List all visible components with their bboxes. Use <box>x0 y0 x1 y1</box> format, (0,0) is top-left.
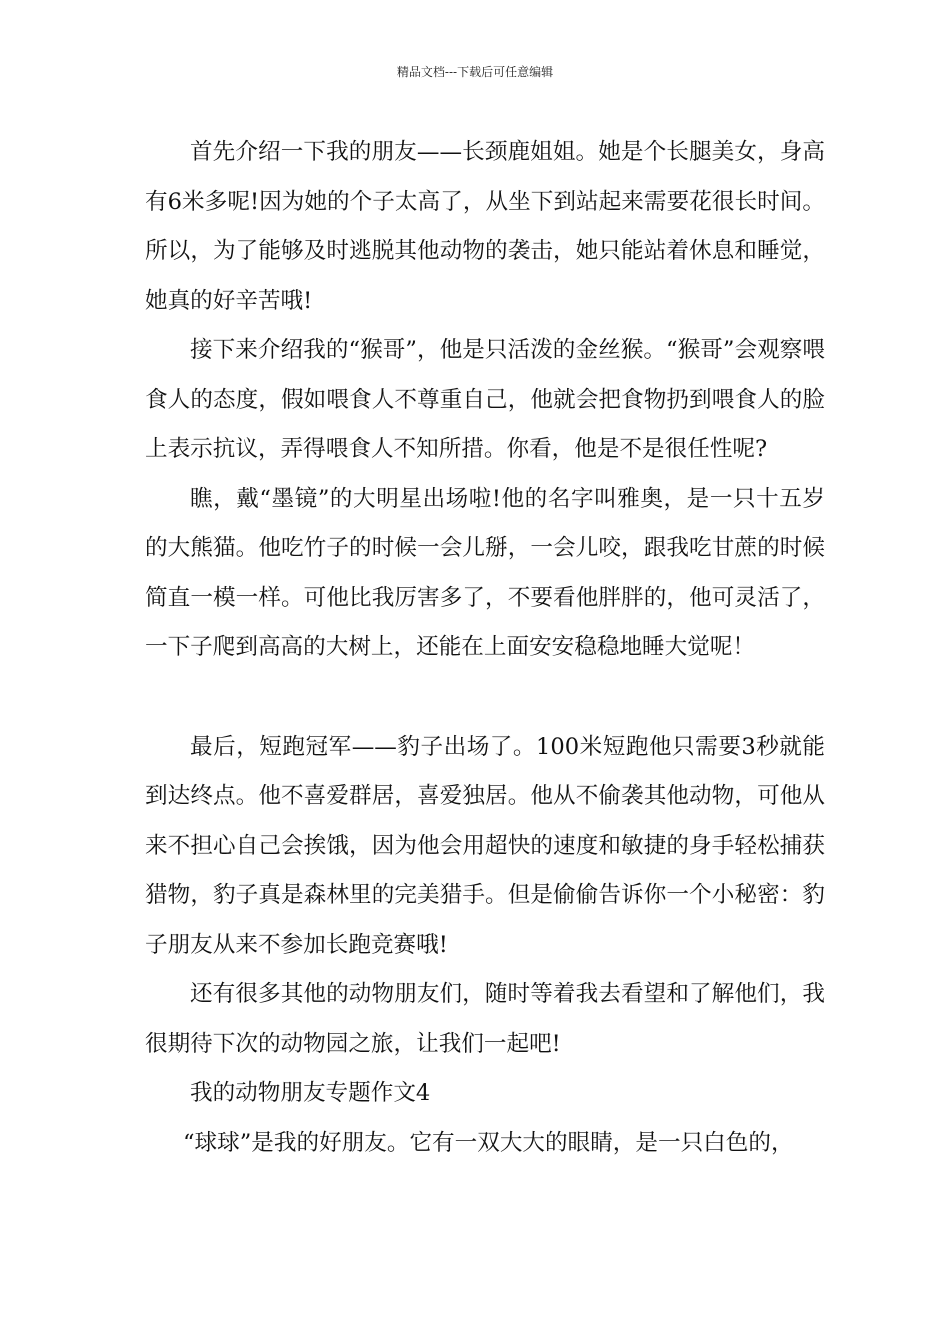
paragraph-qiuqiu: “球球”是我的好朋友。它有一双大大的眼睛，是一只白色的， <box>183 1129 794 1156</box>
document-body <box>145 128 825 1168</box>
page-header: 精品文档---下载后可任意编辑 <box>396 65 554 79</box>
essay-title: 我的动物朋友专题作文4 <box>190 1080 431 1106</box>
blank-line <box>145 673 825 723</box>
paragraph-panda: 瞧，戴“墨镜”的大明星出场啦!他的名字叫雅奥，是一只十五岁的大熊猫。他吃竹子的时候一会儿掰，一会儿咬，跟我吃甘蔗的时候简直一模一样。可他比我厉害多了，不要看他胖胖的，他可灵活了，一下子爬到高高的大树上，还能在上面安安稳稳地睡大觉呢！ <box>145 485 825 660</box>
paragraph-giraffe: 首先介绍一下我的朋友——长颈鹿姐姐。她是个长腿美女，身高有6米多呢!因为她的个子太高了，从坐下到站起来需要花很长时间。所以，为了能够及时逃脱其他动物的袭击，她只能站着休息和睡觉，她真的好辛苦哦! <box>145 139 825 314</box>
paragraph-monkey: 接下来介绍我的“猴哥”，他是只活泼的金丝猴。“猴哥”会观察喂食人的态度，假如喂食人不尊重自己，他就会把食物扔到喂食人的脸上表示抗议，弄得喂食人不知所措。你看，他是不是很任性呢? <box>145 337 825 462</box>
paragraph-closing: 还有很多其他的动物朋友们，随时等着我去看望和了解他们，我很期待下次的动物园之旅，让我们一起吧! <box>145 981 825 1057</box>
paragraph-leopard: 最后，短跑冠军——豹子出场了。100米短跑他只需要3秒就能到达终点。他不喜爱群居，喜爱独居。他从不偷袭其他动物，可他从来不担心自己会挨饿，因为他会用超快的速度和敏捷的身手轻松捕获猎物，豹子真是森林里的完美猎手。但是偷偷告诉你一个小秘密：豹子朋友从来不参加长跑竞赛哦! <box>145 733 825 958</box>
